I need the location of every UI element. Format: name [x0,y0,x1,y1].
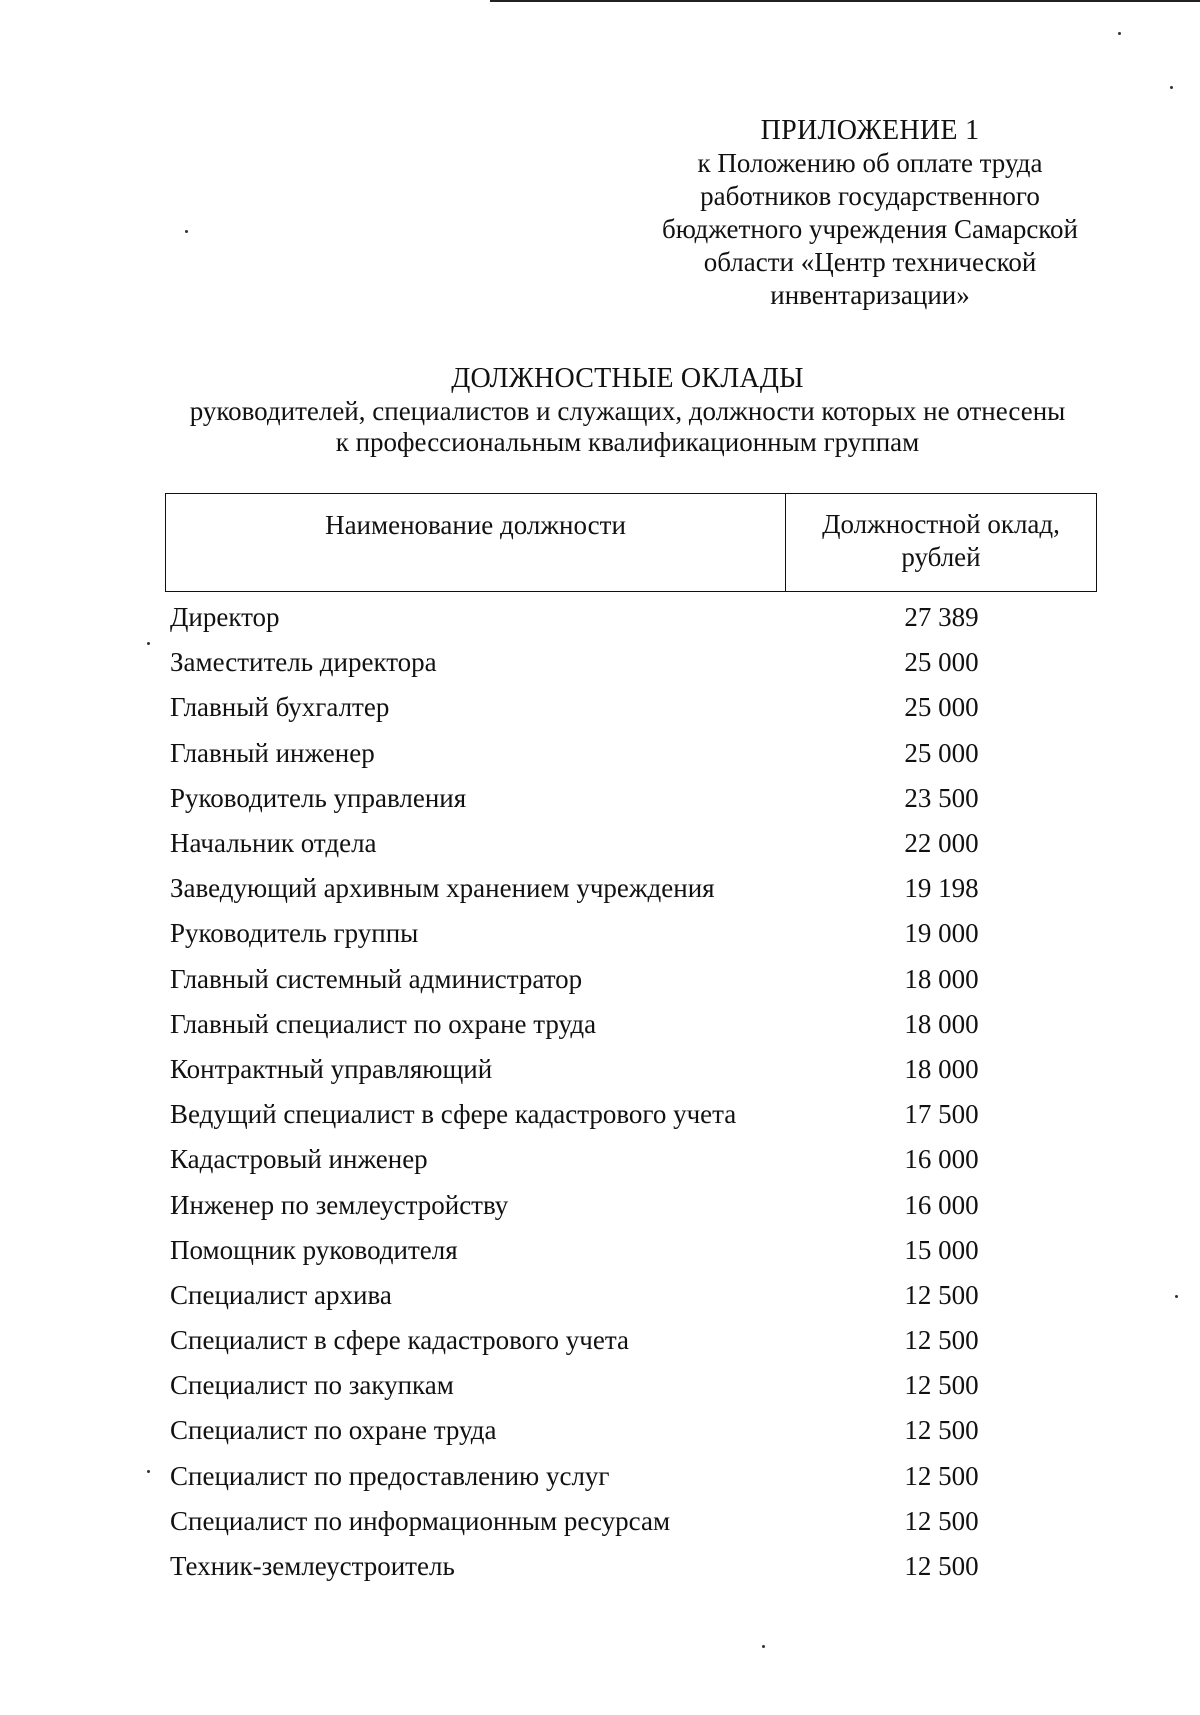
appendix-line: к Положению об оплате труда [697,148,1043,178]
position-name: Заместитель директора [170,647,437,678]
table-row [168,731,1098,776]
column-header-position: Наименование должности [166,494,786,591]
table-row [168,1273,1098,1318]
salary-value: 12 500 [904,1370,979,1401]
document-heading [150,362,1105,458]
table-row [168,1499,1098,1544]
appendix-line: инвентаризации» [770,280,970,310]
table-row [168,1454,1098,1499]
position-name: Главный бухгалтер [170,692,390,723]
position-name: Кадастровый инженер [170,1144,428,1175]
salary-value: 12 500 [904,1551,979,1582]
salary-value: 27 389 [904,602,979,633]
position-name: Специалист по охране труда [170,1415,497,1446]
table-row [168,1544,1098,1589]
salary-table-body [168,595,1098,1589]
scan-speck [147,642,150,645]
table-row [168,1318,1098,1363]
position-name: Ведущий специалист в сфере кадастрового учета [170,1099,737,1130]
salary-value: 22 000 [904,828,979,859]
position-name: Техник-землеустроитель [170,1551,455,1582]
table-row [168,640,1098,685]
appendix-title: ПРИЛОЖЕНИЕ 1 [760,115,980,146]
table-row [168,595,1098,640]
position-name: Главный специалист по охране труда [170,1008,597,1039]
position-name: Главный инженер [170,737,375,768]
scan-speck [1175,1295,1178,1298]
salary-value: 25 000 [904,647,979,678]
table-row [168,1047,1098,1092]
scan-speck [185,230,188,233]
table-row [168,1228,1098,1273]
table-row [168,1408,1098,1453]
table-row [168,1002,1098,1047]
position-name: Директор [170,602,280,633]
table-row [168,776,1098,821]
position-name: Начальник отдела [170,828,377,859]
table-row [168,911,1098,956]
position-name: Специалист по предоставлению услуг [170,1460,610,1491]
scan-speck [1170,86,1173,89]
top-edge-line [490,0,1200,2]
salary-value: 19 198 [904,873,979,904]
table-row [168,1363,1098,1408]
position-name: Специалист по закупкам [170,1370,454,1401]
salary-value: 23 500 [904,782,979,813]
salary-value: 25 000 [904,737,979,768]
salary-value: 17 500 [904,1099,979,1130]
position-name: Специалист по информационным ресурсам [170,1505,671,1536]
position-name: Специалист в сфере кадастрового учета [170,1325,629,1356]
salary-value: 12 500 [904,1325,979,1356]
position-name: Специалист архива [170,1279,392,1310]
salary-value: 19 000 [904,918,979,949]
scan-speck [762,1645,765,1648]
salary-value: 16 000 [904,1189,979,1220]
scan-speck [147,1470,150,1473]
table-row [168,1092,1098,1137]
salary-value: 15 000 [904,1234,979,1265]
column-header-salary-line: рублей [901,542,981,572]
table-row [168,866,1098,911]
appendix-block [640,114,1100,312]
salary-value: 18 000 [904,1008,979,1039]
appendix-line: бюджетного учреждения Самарской [661,214,1079,244]
salary-value: 12 500 [904,1505,979,1536]
appendix-line: области «Центр технической [703,247,1037,277]
position-name: Руководитель группы [170,918,419,949]
document-subtitle: руководителей, специалистов и служащих, должности которых не отнесены [189,396,1066,426]
table-row [168,957,1098,1002]
table-row [168,821,1098,866]
position-name: Контрактный управляющий [170,1053,493,1084]
salary-value: 18 000 [904,1053,979,1084]
salary-value: 12 500 [904,1415,979,1446]
position-name: Заведующий архивным хранением учреждения [170,873,715,904]
document-title: ДОЛЖНОСТНЫЕ ОКЛАДЫ [451,363,804,394]
position-name: Главный системный администратор [170,963,583,994]
table-row [168,685,1098,730]
table-row [168,1137,1098,1182]
salary-value: 12 500 [904,1460,979,1491]
table-header [165,493,1097,592]
salary-value: 18 000 [904,963,979,994]
salary-value: 16 000 [904,1144,979,1175]
scan-speck [1118,32,1121,35]
column-header-salary-line: Должностной оклад, [822,509,1060,539]
position-name: Помощник руководителя [170,1234,458,1265]
position-name: Руководитель управления [170,782,467,813]
position-name: Инженер по землеустройству [170,1189,509,1220]
document-subtitle: к профессиональным квалификационным группам [335,427,920,457]
table-row [168,1182,1098,1227]
salary-value: 25 000 [904,692,979,723]
appendix-line: работников государственного [700,181,1040,211]
column-header-salary [786,494,1096,591]
salary-value: 12 500 [904,1279,979,1310]
